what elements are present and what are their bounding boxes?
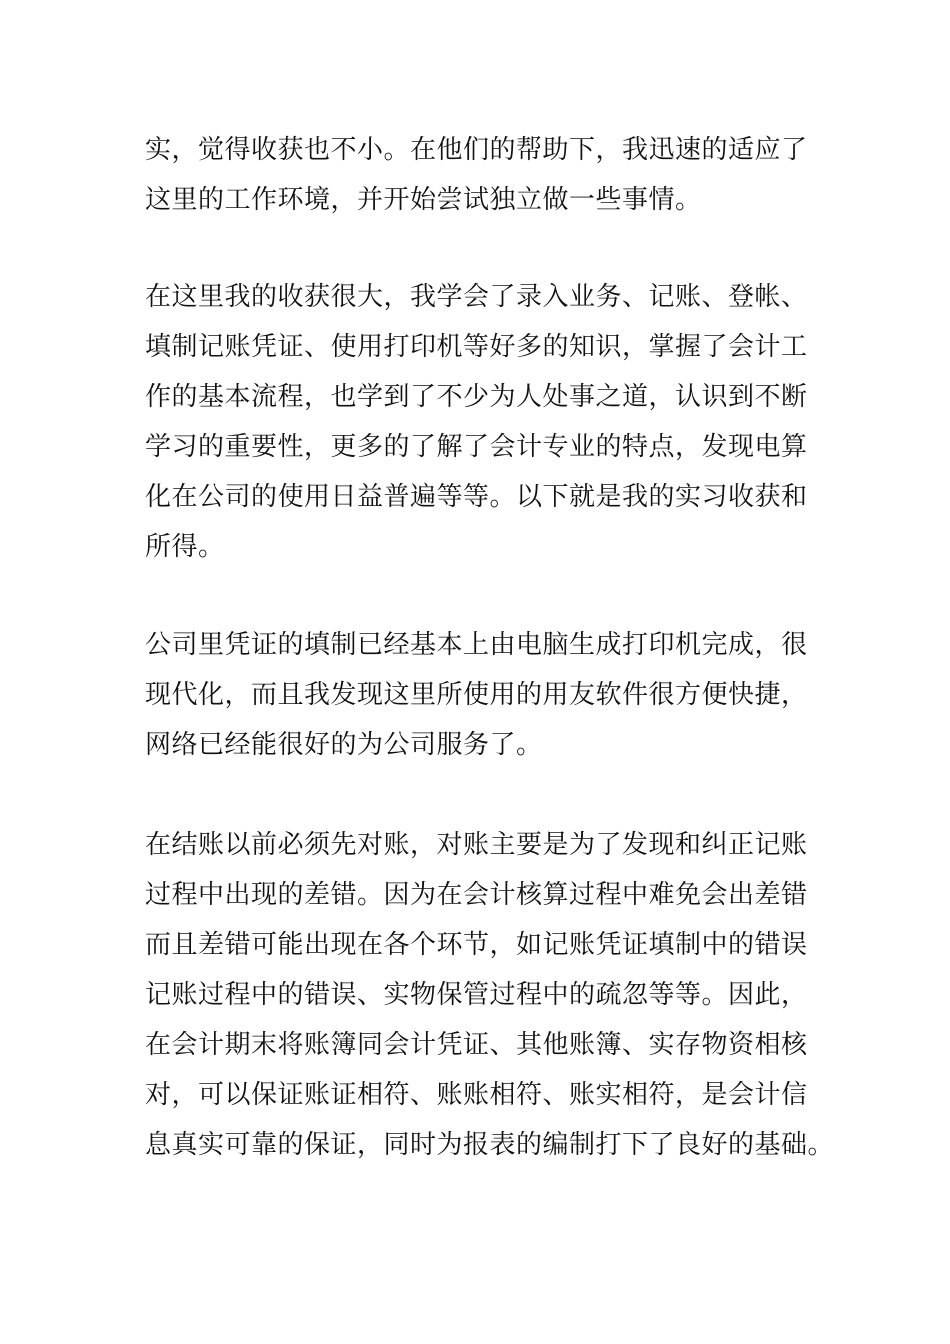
paragraph-line: 在这里我的收获很大，我学会了录入业务、记账、登帐、 — [145, 282, 808, 312]
paragraph-3 — [145, 620, 810, 770]
paragraph-line: 这里的工作环境，并开始尝试独立做一些事情。 — [145, 185, 702, 215]
paragraph-line: 而且差错可能出现在各个环节，如记账凭证填制中的错误 — [145, 930, 808, 960]
paragraph-line: 所得。 — [145, 532, 225, 562]
paragraph-line: 作的基本流程，也学到了不少为人处事之道，认识到不断 — [145, 382, 808, 412]
paragraph-2 — [145, 272, 810, 572]
paragraph-line: 在结账以前必须先对账，对账主要是为了发现和纠正记账 — [145, 830, 808, 860]
paragraph-line: 记账过程中的错误、实物保管过程中的疏忽等等。因此， — [145, 980, 808, 1010]
paragraph-line: 公司里凭证的填制已经基本上由电脑生成打印机完成，很 — [145, 630, 808, 660]
paragraph-line: 息真实可靠的保证，同时为报表的编制打下了良好的基础。 — [145, 1130, 835, 1160]
paragraph-line: 现代化，而且我发现这里所使用的用友软件很方便快捷， — [145, 680, 808, 710]
paragraph-line: 过程中出现的差错。因为在会计核算过程中难免会出差错 — [145, 880, 808, 910]
paragraph-1 — [145, 125, 810, 225]
paragraph-line: 填制记账凭证、使用打印机等好多的知识，掌握了会计工 — [145, 332, 808, 362]
paragraph-line: 化在公司的使用日益普遍等等。以下就是我的实习收获和 — [145, 482, 808, 512]
paragraph-4 — [145, 820, 835, 1170]
paragraph-line: 实，觉得收获也不小。在他们的帮助下，我迅速的适应了 — [145, 135, 808, 165]
paragraph-line: 学习的重要性，更多的了解了会计专业的特点，发现电算 — [145, 432, 808, 462]
paragraph-line: 对，可以保证账证相符、账账相符、账实相符，是会计信 — [145, 1080, 808, 1110]
paragraph-line: 在会计期末将账簿同会计凭证、其他账簿、实存物资相核 — [145, 1030, 808, 1060]
paragraph-line: 网络已经能很好的为公司服务了。 — [145, 730, 543, 760]
